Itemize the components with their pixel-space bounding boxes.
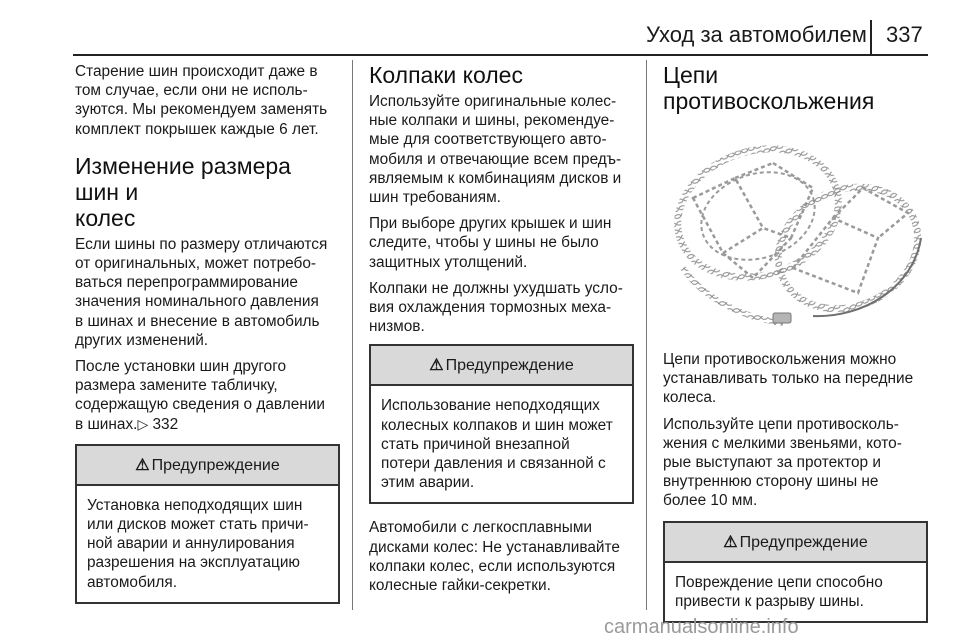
- warning-box-tires: [75, 444, 340, 604]
- snow-chains-heading: Цепи противоскольжения: [663, 62, 875, 114]
- column-1: [75, 62, 340, 604]
- column-divider-1: [352, 60, 353, 610]
- warning-body: Повреждение цепи способно привести к разрыву шины.: [675, 573, 883, 610]
- snow-chain-icon: [663, 118, 928, 333]
- hubcaps-paragraph-1: Используйте оригинальные колес- ные колпаки и шины, рекомендуе- мые для соответствующего авто- мобиля и отвечающие всем предъ- являемым к комбинациям дисков и шин требованиям.: [369, 93, 622, 207]
- aging-paragraph: Старение шин происходит даже в том случае, если они не исполь- зуются. Мы рекомендуем заменять комплект покрышек каждые 6 лет.: [75, 63, 328, 138]
- warning-header: ⚠ Предупреждение: [665, 523, 926, 563]
- column-divider-2: [646, 60, 647, 610]
- alloy-wheels-paragraph: Автомобили с легкосплавными дисками колес: Не устанавливайте колпаки колес, если используются колесные гайки-секретки.: [369, 519, 620, 595]
- page-number: 337: [886, 22, 923, 47]
- hubcaps-heading: Колпаки колес: [369, 62, 523, 88]
- label-replace-paragraph: После установки шин другого размера замените табличку, содержащую сведения о давлении в шинах.▷ 332: [75, 358, 325, 433]
- hubcaps-paragraph-2: При выборе других крышек и шин следите, чтобы у шины не было защитных утолщений.: [369, 215, 612, 271]
- snow-chains-paragraph-1: Цепи противоскольжения можно устанавливать только на передние колеса.: [663, 351, 914, 407]
- snow-chains-paragraph-2: Используйте цепи противосколь- жения с мелкими звеньями, кото- рые выступают за протектор и внутреннюю сторону шины не более 10 мм.: [663, 415, 902, 510]
- page-ref-arrow-icon: ▷: [137, 415, 149, 432]
- warning-box-hubcaps: [369, 344, 634, 504]
- tire-size-heading: Изменение размера шин и колес: [75, 152, 291, 231]
- page-reference[interactable]: 332: [152, 415, 179, 433]
- warning-header: ⚠ Предупреждение: [371, 346, 632, 386]
- warning-header: ⚠ Предупреждение: [77, 446, 338, 486]
- header-rule: [73, 54, 928, 56]
- warning-icon: ⚠: [429, 357, 444, 375]
- hubcaps-paragraph-3: Колпаки не должны ухудшать усло- вия охлаждения тормозных меха- низмов.: [369, 279, 623, 336]
- warning-icon: ⚠: [135, 456, 150, 474]
- warning-icon: ⚠: [723, 533, 738, 551]
- header-divider: [870, 20, 872, 56]
- column-3: [663, 62, 928, 623]
- watermark: carmanualsonline.info: [604, 616, 799, 638]
- snow-chain-illustration: [663, 118, 928, 338]
- tire-size-paragraph: Если шины по размеру отличаются от оригинальных, может потребо- ваться перепрограммирование значения номинального давления в шинах и внесение в автомобиль других изменений.: [75, 235, 328, 349]
- column-2: [369, 62, 634, 602]
- warning-box-chains: [663, 521, 928, 623]
- page-header: [0, 0, 960, 56]
- warning-body: Использование неподходящих колесных колпаков и шин может стать причиной внезапной потери давления и связанной с этим аварии.: [381, 397, 613, 492]
- warning-body: Установка неподходящих шин или дисков может стать причи- ной аварии и аннулирования разрешения на эксплуатацию автомобиля.: [87, 496, 309, 591]
- section-title: Уход за автомобилем: [646, 22, 867, 47]
